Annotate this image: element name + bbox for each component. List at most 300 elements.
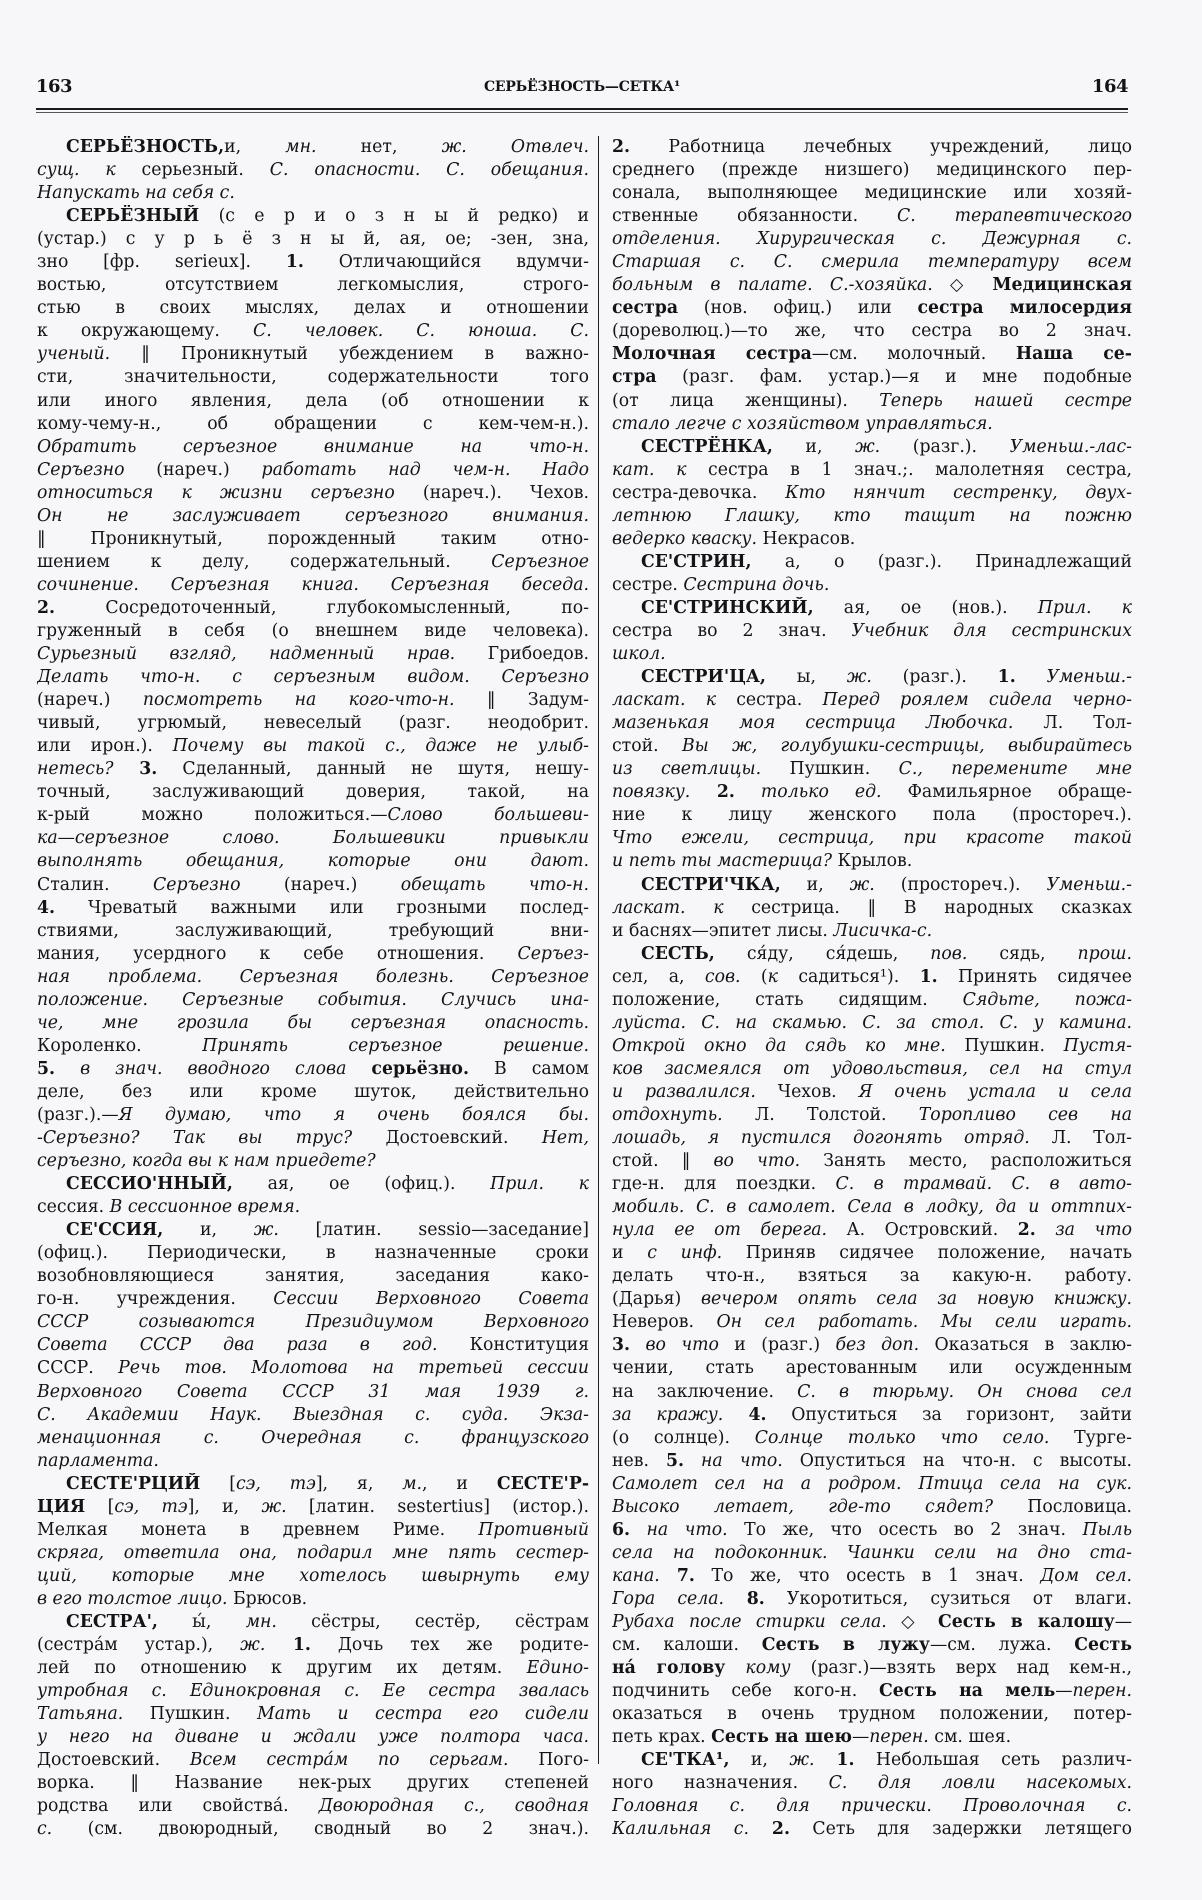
italic-run: серъезно, когда вы к нам приедете? [37,1151,376,1172]
entry-headword-line [37,136,589,159]
bold-run: 7. [659,1565,695,1586]
italic-run: Теперь нашей сестре [879,390,1132,411]
italic-run: сущ. к [37,160,142,181]
entry-headword-line [37,1173,589,1196]
italic-run: С. в трамвай. С. в авто- [835,1174,1132,1195]
text-run: Чехов. [755,1081,859,1102]
italic-run: Уменьш.- [1015,667,1132,688]
italic-run: во что [630,1335,719,1356]
text-line [37,712,589,735]
text-line [37,182,589,205]
text-run: и, [729,1750,790,1771]
text-run: нев. [612,1450,666,1471]
text-run: и (разг.) [718,1335,836,1356]
header-rule-thin [36,112,1128,113]
text-line [612,712,1132,735]
italic-run: положение. Серъезные события. Случись ина- [37,989,589,1010]
italic-run: Высоко летает, где-то сядет? [612,1496,993,1517]
entry-headword-line [612,436,1132,459]
bold-run: 8. [724,1588,765,1609]
italic-run: отдохнуть. [612,1104,723,1125]
text-run: —см. молочный. [811,344,1016,365]
text-line [37,758,589,781]
text-line [37,1012,589,1035]
text-line [612,574,1132,597]
text-run: и, [772,436,856,457]
italic-run: Прил. к [1037,597,1132,618]
text-run: и, [780,874,850,895]
text-run: сёстры, сестёр, сёстрам [276,1612,589,1632]
bold-run: 1. [285,252,304,273]
text-line [37,1519,589,1542]
italic-run: и развалился. [612,1081,756,1102]
text-line [37,897,589,920]
italic-run: во что. [713,1151,801,1172]
italic-run: С. человек. С. юноша. С. [252,321,589,342]
bold-run: 4. [723,1404,767,1425]
column-divider [598,136,599,1764]
text-line [612,1726,1132,1749]
italic-run: ведерко кваску. [612,528,757,549]
text-line [612,735,1132,758]
text-run: возобновляющиеся занятия, заседания како- [37,1266,589,1287]
text-line [612,1081,1132,1104]
text-line [37,689,589,712]
italic-run: Гора села. [612,1588,725,1609]
italic-run: м. [402,1473,423,1494]
text-run: Пого- [508,1750,589,1771]
text-run: стой. [612,736,682,757]
text-line [37,1381,589,1404]
text-run: чении, стать арестованным или осужденным [612,1358,1132,1379]
italic-run: Старшая с. С. смерила температуру всем [612,252,1132,273]
italic-run: Противный [478,1519,589,1540]
italic-run: с инф. [647,1243,723,1264]
text-run: Сталин. [37,874,153,895]
text-line [37,1081,589,1104]
text-line [37,1404,589,1427]
text-line [612,1150,1132,1173]
italic-run: Татьяна. [37,1704,124,1725]
text-line [37,1242,589,1265]
italic-run: Он не заслуживает серъезного внимания. [37,505,589,526]
italic-run: Перед роялем сидела черно- [822,690,1132,711]
text-line [612,1795,1132,1818]
italic-run: менационная с. Очередная с. французского [37,1427,589,1448]
italic-run: С. Академии Наук. Выездная с. суда. Экза- [37,1404,589,1425]
text-line [37,1565,589,1588]
text-run: (см. двоюродный, сводный во 2 знач.). [52,1819,589,1840]
italic-run: Сессии Верховного Совета [273,1289,589,1310]
text-run: сел, а, [612,966,705,987]
text-run: ы, [765,667,847,688]
italic-run: Пустя- [1063,1035,1132,1056]
text-run: (от лица женщины). [612,390,880,411]
text-run: Пушкин. [945,1035,1064,1056]
text-run: го-н. учреждения. [37,1289,274,1310]
text-run: Брюсов. [227,1588,308,1609]
italic-run: мазенькая моя сестрица Любочка. [612,713,1014,734]
text-run: — [851,1727,870,1748]
italic-run: Вы ж, голубушки-сестрицы, выбирайтесь [681,736,1132,757]
text-run: сонала, выполняющее медицинские или хозяй- [612,183,1132,204]
text-line [612,297,1132,320]
text-line [37,1749,589,1772]
text-run: Чреватый важными или грозными послед- [55,897,589,918]
text-run: ], я, [315,1473,403,1494]
text-run: (нареч.) [37,690,143,711]
text-run: садиться¹). [777,966,920,987]
italic-run: Напускать на себя с. [37,183,235,204]
italic-run: Дом сел. [1040,1565,1132,1586]
text-run: сти, значительности, содержательности того [37,367,589,388]
italic-run: на что. [684,1450,783,1471]
text-line [37,1634,589,1657]
text-run: Турге- [1049,1427,1132,1448]
text-line [37,643,589,666]
text-run: ◇ [886,1612,939,1632]
text-run: Укоротиться, сузиться от влаги. [764,1588,1132,1609]
entry-headword-line [612,666,1132,689]
text-run: Л. Тол- [1029,1128,1132,1149]
text-run: сестра. [736,690,823,711]
italic-run: Он сел работать. Мы сели играть. [716,1312,1132,1333]
text-run: востью, отсутствием легкомыслия, строго- [37,275,589,296]
italic-run: Прил. к [490,1174,589,1195]
text-line [37,850,589,873]
text-line [612,804,1132,827]
bold-run: ЦИЯ [37,1496,86,1517]
text-line [612,482,1132,505]
text-line [37,1772,589,1795]
bold-run: 3. [612,1335,631,1356]
italic-run: Головная с. для прически. Проволочная с. [612,1796,1132,1817]
text-line [37,390,589,413]
text-run: (дореволюц.)—то же, что сестра во 2 знач. [612,321,1132,342]
bold-run: Молочная сестра [612,344,812,365]
text-line [612,1657,1132,1680]
entry-headword-line [37,1611,589,1634]
italic-run: Калильная с. [612,1819,749,1840]
text-line [612,1404,1132,1427]
italic-run: сэ, тэ [236,1473,316,1494]
text-run: ного назначения. [612,1773,829,1794]
bold-run: 5. [665,1450,685,1471]
italic-run: Верховного Совета СССР 31 мая 1939 г. [37,1381,589,1402]
italic-run: работать над чем-н. Надо [261,459,589,480]
italic-run: Лисичка-с. [833,920,933,941]
text-line [37,1196,589,1219]
italic-run: -Серъезно? Так вы трус? [37,1128,353,1149]
text-run: сессия. [37,1197,110,1218]
bold-run: СЕ'СТРИНСКИЙ, [641,597,814,618]
text-line [37,597,589,620]
text-line [37,1311,589,1334]
text-run: и баснях—эпитет лисы. [612,920,834,941]
text-run: сестра-девочка. [612,482,786,503]
bold-run: 1. [265,1635,311,1656]
text-run: и, [163,1220,254,1241]
text-line [37,1104,589,1127]
italic-run: ная проблема. Серъезная болезнь. Серъезное [37,966,589,987]
text-run: Достоевский. [37,1750,190,1771]
italic-run: села на подоконник. Чаинки сели на дно ста- [612,1542,1132,1563]
text-run: стой. ‖ [612,1151,714,1172]
text-run: Л. Тол- [1013,713,1132,734]
text-line [37,1035,589,1058]
italic-run: Уменьш.- [1046,874,1132,895]
bold-run: СЕСТЕ'Р- [496,1473,589,1494]
text-run: (нов. офиц.) или [678,298,918,319]
text-line [37,1542,589,1565]
italic-run: у него на диване и ждали уже полтора часа. [37,1727,589,1748]
text-run: или иного явления, дела (об отношении к [37,390,589,411]
italic-run: Я думаю, что я очень боялся бы. [118,1104,589,1125]
text-run: или ирон.). [37,736,173,757]
text-line [612,897,1132,920]
italic-run: Всем сестра́м по серьгам. [189,1750,509,1771]
text-line [37,228,589,251]
text-line [612,366,1132,389]
text-run: ‖ Проникнутый убеждением в важно- [110,344,589,365]
italic-run: за что [1035,1220,1132,1241]
left-column [37,136,589,1841]
text-line [37,989,589,1012]
text-run: Занять место, расположиться [800,1151,1132,1172]
italic-run: Сурьезный взгляд, надменный нрав. [37,644,456,665]
text-run: Сделанный, данный не шутя, нешу- [157,759,589,780]
bold-run: СЕСТРИ'ЧКА, [641,874,781,895]
text-run: (нареч.) [124,459,262,480]
text-line [37,1588,589,1611]
italic-run: мн. [245,1612,277,1632]
italic-run: Принять серъезное решение. [202,1035,589,1056]
bold-run: СЕСТРА', [66,1612,158,1632]
text-run: — [1055,1681,1073,1702]
text-line [37,1127,589,1150]
text-run: лей по отношению к другим их детям. [37,1658,527,1679]
text-line [37,297,589,320]
italic-run: Нет, [541,1128,589,1149]
bold-run: 2. [37,597,56,618]
text-run: (устар.) с у р ь ё з н ы й, ая, ое; -зен, зна, [37,229,589,250]
text-line [612,1196,1132,1219]
bold-run: СЕРЬЁЗНЫЙ [66,206,200,227]
italic-run: Обратить серъезное внимание на что-н. [37,436,589,457]
italic-run: Мать и сестра его сидели [257,1704,589,1725]
text-run: сестра во 2 знач. [612,620,852,641]
text-line [612,1104,1132,1127]
text-line [612,1450,1132,1473]
italic-run: Почему вы такой с., даже не улыб- [172,736,589,757]
italic-run: С. опасности. С. обещания. [269,160,589,181]
text-run: Работница лечебных учреждений, лицо [630,137,1132,157]
bold-run: 2. [1017,1220,1036,1241]
bold-run: 1. [814,1750,855,1771]
text-run: Принять сидячее [937,966,1132,987]
italic-run: Солнце только что село. [754,1427,1050,1448]
text-run: серьезный. [141,160,270,181]
bold-run: на́ голову [612,1658,726,1679]
text-run: чивый, угрюмый, невеселый (разг. неодобрит. [37,713,589,734]
italic-run: ж. [846,667,872,688]
text-line [37,482,589,505]
text-run: ‖ Задум- [454,690,589,711]
text-run: Грибоедов. [455,644,589,665]
text-line [612,1634,1132,1657]
italic-run: Открой окно да сядь ко мне. [612,1035,946,1056]
italic-run: ций, которые мне хотелось швырнуть ему [37,1565,589,1586]
text-line [612,343,1132,366]
italic-run: лошадь, я пустился догонять отряд. [612,1128,1030,1149]
text-run: В самом [468,1058,589,1079]
text-line [37,274,589,297]
text-line [612,159,1132,182]
text-run: Пословица. [993,1496,1132,1517]
text-run: ◇ [932,275,993,296]
text-line [612,850,1132,873]
text-line [37,966,589,989]
text-run: (разг.)—взять верх над кем-н., [790,1658,1132,1679]
text-line [612,781,1132,804]
text-run: Опуститься на что-н. с высоты. [782,1450,1132,1471]
text-run: где-н. для поездки. [612,1174,836,1195]
text-line [612,251,1132,274]
italic-run: вечером опять села за новую книжку. [700,1289,1132,1310]
text-line [612,758,1132,781]
italic-run: ж. [261,1496,287,1517]
bold-run: Сесть в лужу [761,1635,930,1656]
bold-run: 4. [37,897,56,918]
text-run: (офиц.). Периодически, в назначенные сроки [37,1243,589,1264]
header-rule [36,108,1128,110]
text-line [612,1818,1132,1841]
text-line [37,505,589,528]
text-line [37,1288,589,1311]
italic-run: Самолет сел на а родром. Птица села на сук. [612,1473,1132,1494]
text-line [612,413,1132,436]
italic-run: Серъез- [517,943,589,964]
text-line [37,827,589,850]
text-run: Сосредоточенный, глубокомысленный, по- [55,597,589,618]
italic-run: ж. [240,1635,266,1656]
text-run: Достоевский. [352,1128,542,1149]
text-line [612,1219,1132,1242]
text-line [612,1265,1132,1288]
italic-run: СССР созываются Президиумом Верховного [37,1312,589,1333]
text-run: груженный в себя (о внешнем виде человека). [37,620,589,641]
bold-run: 6. [612,1519,631,1540]
entry-headword-line [612,597,1132,620]
text-run: Дочь тех же родите- [310,1635,589,1656]
italic-run: Сядьте, пожа- [962,989,1132,1010]
text-run: мания, усердного к себе отношения. [37,943,518,964]
italic-run: стало легче с хозяйством управляться. [612,413,993,434]
text-line [612,1381,1132,1404]
text-line [612,182,1132,205]
text-line [612,966,1132,989]
text-run: ние к лицу женского пола (простореч.). [612,805,1132,826]
text-line [37,1795,589,1818]
running-head: СЕРЬЁЗНОСТЬ—СЕТКА¹ [483,79,681,95]
text-line [612,1680,1132,1703]
text-line [612,1357,1132,1380]
italic-run: Серъезно [37,459,125,480]
italic-run: мобиль. С. в самолет. Села в лодку, да и оттпих- [612,1197,1132,1218]
bold-run: Сесть [1074,1635,1132,1656]
text-run: [латин. sessio—заседание] [278,1220,589,1241]
text-line [37,920,589,943]
italic-run: прош. [1077,943,1132,964]
text-line [612,1772,1132,1795]
text-line [37,366,589,389]
italic-run: ков засмеялся от удовольствия, сел на стул [612,1058,1132,1079]
italic-run: Слово большеви- [387,805,589,826]
text-line [37,735,589,758]
bold-run: 2. [690,782,735,803]
text-run: ы́, [157,1612,246,1632]
italic-run: кана. [612,1565,660,1586]
page-number-left: 163 [36,76,73,97]
italic-run: Пыль [1082,1519,1132,1540]
text-line [612,390,1132,413]
text-line [37,1726,589,1749]
text-run: (нареч.) [240,874,401,895]
page-header [36,76,1128,106]
text-line [612,1427,1132,1450]
italic-run: мн. [285,137,317,157]
italic-run: ласкат. к [612,897,752,918]
italic-run: С. для ловли насекомых. [828,1773,1132,1794]
text-line [37,1450,589,1473]
right-column [612,136,1132,1841]
text-run: (нареч.). Чехов. [394,482,589,503]
italic-run: Речь тов. Молотова на третьей сессии [118,1358,589,1379]
text-line [612,205,1132,228]
text-line [37,781,589,804]
bold-run: стра [612,367,657,388]
italic-run: Двоюродная с., сводная [318,1796,589,1817]
bold-run: серьёзно. [371,1058,469,1079]
italic-run: ж. Отвлеч. [441,137,589,157]
text-line [612,1473,1132,1496]
bold-run: СЕРЬЁЗНОСТЬ, [66,137,225,157]
italic-run: Кто нянчит сестренку, двух- [785,482,1132,503]
text-line [612,1496,1132,1519]
bold-run: 5. [37,1058,56,1079]
bold-run: 2. [612,137,631,157]
bold-run: 2. [748,1819,790,1840]
italic-run: сэ, тэ [114,1496,188,1517]
text-run: сядь, [967,943,1078,964]
text-run: деле, без или кроме шуток, действительно [37,1081,589,1102]
text-run: шением к делу, содержательный. [37,551,492,572]
text-run: сестрица. ‖ В народных сказках [751,897,1132,918]
italic-run: Едино- [526,1658,589,1679]
italic-run: В сессионное время. [109,1197,301,1218]
italic-run: луйста. С. на скамью. С. за стол. С. у камина. [612,1012,1132,1033]
italic-run: Серъезно [153,874,241,895]
text-run: и, [224,137,286,157]
text-run: ворка. ‖ Название нек-рых других степеней [37,1773,589,1794]
text-line [612,1542,1132,1565]
text-run: [ [200,1473,236,1494]
text-line [612,1565,1132,1588]
text-run: Пушкин. [761,759,899,780]
text-line [612,1035,1132,1058]
text-run: к-рый можно положиться.— [37,805,388,826]
text-run: на заключение. [612,1381,798,1402]
